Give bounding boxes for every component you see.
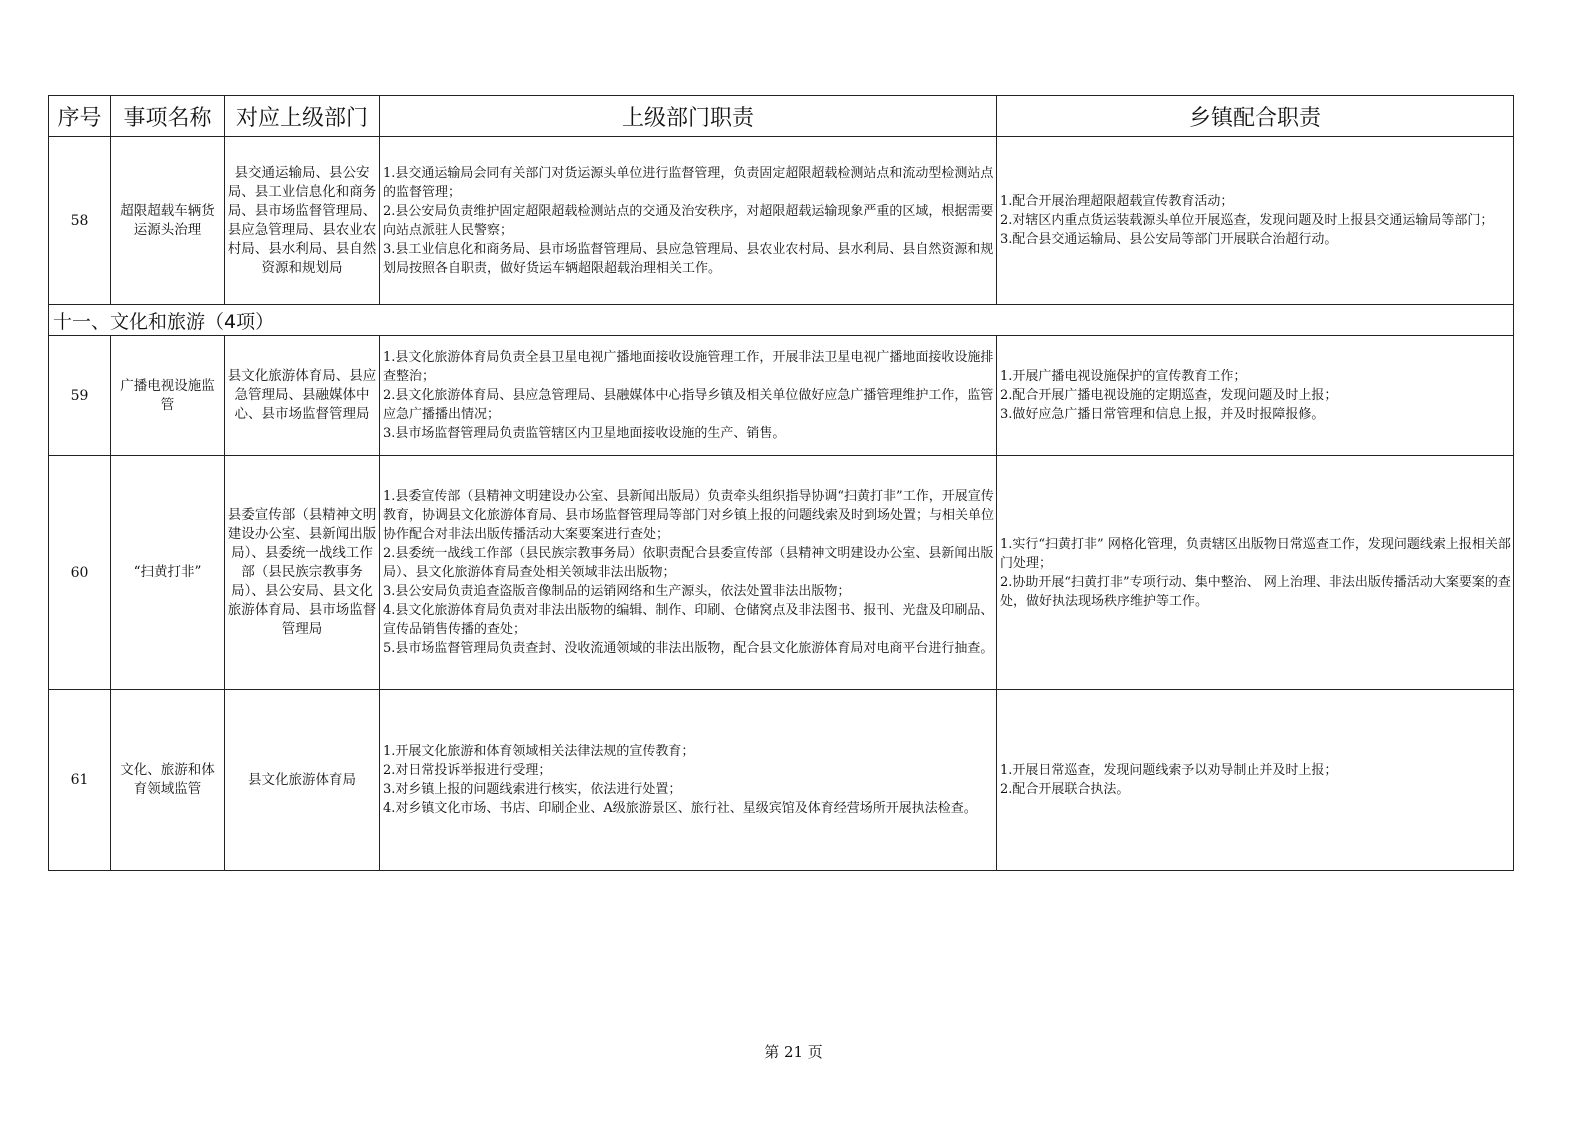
table-row [49, 336, 1514, 456]
table-header-row [49, 96, 1514, 137]
duty-line: 1.开展文化旅游和体育领域相关法律法规的宣传教育； [383, 744, 695, 759]
row-name: 广播电视设施监管 [111, 336, 225, 456]
row-seq: 58 [49, 137, 111, 305]
row-name: 文化、旅游和体育领域监管 [111, 690, 225, 871]
duty-line: 3.对乡镇上报的问题线索进行核实，依法进行处置； [383, 782, 682, 797]
duty-line: 2.县委统一战线工作部（县民族宗教事务局）依职责配合县委宣传部（县精神文明建设办公室、县新闻出版局）、县文化旅游体育局查处相关领域非法出版物； [383, 546, 994, 580]
duty-line: 2.县公安局负责维护固定超限超载检测站点的交通及治安秩序，对超限超载运输现象严重的区域，根据需要向站点派驻人民警察； [383, 203, 994, 238]
row-name: “扫黄打非” [111, 456, 225, 690]
duty-line: 1.实行“扫黄打非” 网格化管理，负责辖区出版物日常巡查工作，发现问题线索上报相关部门处理； [1000, 536, 1511, 571]
section-row [49, 305, 1514, 336]
table-row [49, 456, 1514, 690]
section-title: 十一、文化和旅游（4项） [49, 305, 1514, 336]
page-number: 第 21 页 [764, 1043, 823, 1061]
duty-line: 2.对辖区内重点货运装载源头单位开展巡查，发现问题及时上报县交通运输局等部门； [1000, 213, 1494, 228]
row-dept: 县交通运输局、县公安局、县工业信息化和商务局、县市场监督管理局、县应急管理局、县农业农村局、县水利局、县自然资源和规划局 [225, 137, 380, 305]
duty-line: 3.配合县交通运输局、县公安局等部门开展联合治超行动。 [1000, 232, 1338, 247]
duty-line: 2.县文化旅游体育局、县应急管理局、县融媒体中心指导乡镇及相关单位做好应急广播管理维护工作，监管应急广播播出情况； [383, 388, 994, 422]
header-name: 事项名称 [111, 96, 225, 137]
header-town-duty: 乡镇配合职责 [997, 96, 1514, 137]
header-upper-duty: 上级部门职责 [380, 96, 997, 137]
table-row [49, 137, 1514, 305]
duty-line: 1.县交通运输局会同有关部门对货运源头单位进行监督管理，负责固定超限超载检测站点和流动型检测站点的监督管理； [383, 165, 994, 200]
duty-line: 1.开展日常巡查，发现问题线索予以劝导制止并及时上报； [1000, 763, 1338, 778]
row-upper-duty [380, 690, 997, 871]
row-dept: 县委宣传部（县精神文明建设办公室、县新闻出版局）、县委统一战线工作部（县民族宗教事务局）、县公安局、县文化旅游体育局、县市场监督管理局 [225, 456, 380, 690]
duty-line: 2.协助开展“扫黄打非”专项行动、集中整治、 网上治理、非法出版传播活动大案要案的查处，做好执法现场秩序维护等工作。 [1000, 574, 1511, 609]
duty-line: 4.县文化旅游体育局负责对非法出版物的编辑、制作、印刷、仓储窝点及非法图书、报刊、光盘及印刷品、宣传品销售传播的查处； [383, 603, 994, 637]
row-town-duty [997, 456, 1514, 690]
duty-line: 1.开展广播电视设施保护的宣传教育工作； [1000, 369, 1247, 384]
duty-line: 2.配合开展广播电视设施的定期巡查，发现问题及时上报； [1000, 388, 1338, 403]
responsibility-table [48, 95, 1514, 871]
duty-line: 3.县工业信息化和商务局、县市场监督管理局、县应急管理局、县农业农村局、县水利局、县自然资源和规划局按照各自职责，做好货运车辆超限超载治理相关工作。 [383, 241, 994, 276]
duty-line: 1.县文化旅游体育局负责全县卫星电视广播地面接收设施管理工作，开展非法卫星电视广播地面接收设施排查整治； [383, 350, 994, 384]
header-dept: 对应上级部门 [225, 96, 380, 137]
duty-line: 4.对乡镇文化市场、书店、印刷企业、A级旅游景区、旅行社、星级宾馆及体育经营场所开展执法检查。 [383, 801, 977, 816]
duty-line: 2.对日常投诉举报进行受理； [383, 763, 552, 778]
duty-line: 3.做好应急广播日常管理和信息上报，并及时报障报修。 [1000, 407, 1325, 422]
duty-line: 3.县公安局负责追查盗版音像制品的运销网络和生产源头，依法处置非法出版物； [383, 584, 851, 599]
row-upper-duty [380, 336, 997, 456]
row-upper-duty [380, 456, 997, 690]
row-dept: 县文化旅游体育局、县应急管理局、县融媒体中心、县市场监督管理局 [225, 336, 380, 456]
table-row [49, 690, 1514, 871]
row-town-duty [997, 336, 1514, 456]
duty-line: 1.县委宣传部（县精神文明建设办公室、县新闻出版局）负责牵头组织指导协调“扫黄打非”工作，开展宣传教育，协调县文化旅游体育局、县市场监督管理局等部门对乡镇上报的问题线索及时到场处置；与相关单位协作配合对非法出版传播活动大案要案进行查处； [383, 489, 995, 542]
duty-line: 5.县市场监督管理局负责查封、没收流通领域的非法出版物，配合县文化旅游体育局对电商平台进行抽查。 [383, 641, 994, 656]
duty-line: 2.配合开展联合执法。 [1000, 782, 1130, 797]
row-seq: 60 [49, 456, 111, 690]
row-seq: 59 [49, 336, 111, 456]
row-upper-duty [380, 137, 997, 305]
duty-line: 3.县市场监督管理局负责监管辖区内卫星地面接收设施的生产、销售。 [383, 426, 786, 441]
header-seq: 序号 [49, 96, 111, 137]
row-town-duty [997, 137, 1514, 305]
row-seq: 61 [49, 690, 111, 871]
row-town-duty [997, 690, 1514, 871]
duty-line: 1.配合开展治理超限超载宣传教育活动； [1000, 194, 1234, 209]
row-dept: 县文化旅游体育局 [225, 690, 380, 871]
row-name: 超限超载车辆货运源头治理 [111, 137, 225, 305]
